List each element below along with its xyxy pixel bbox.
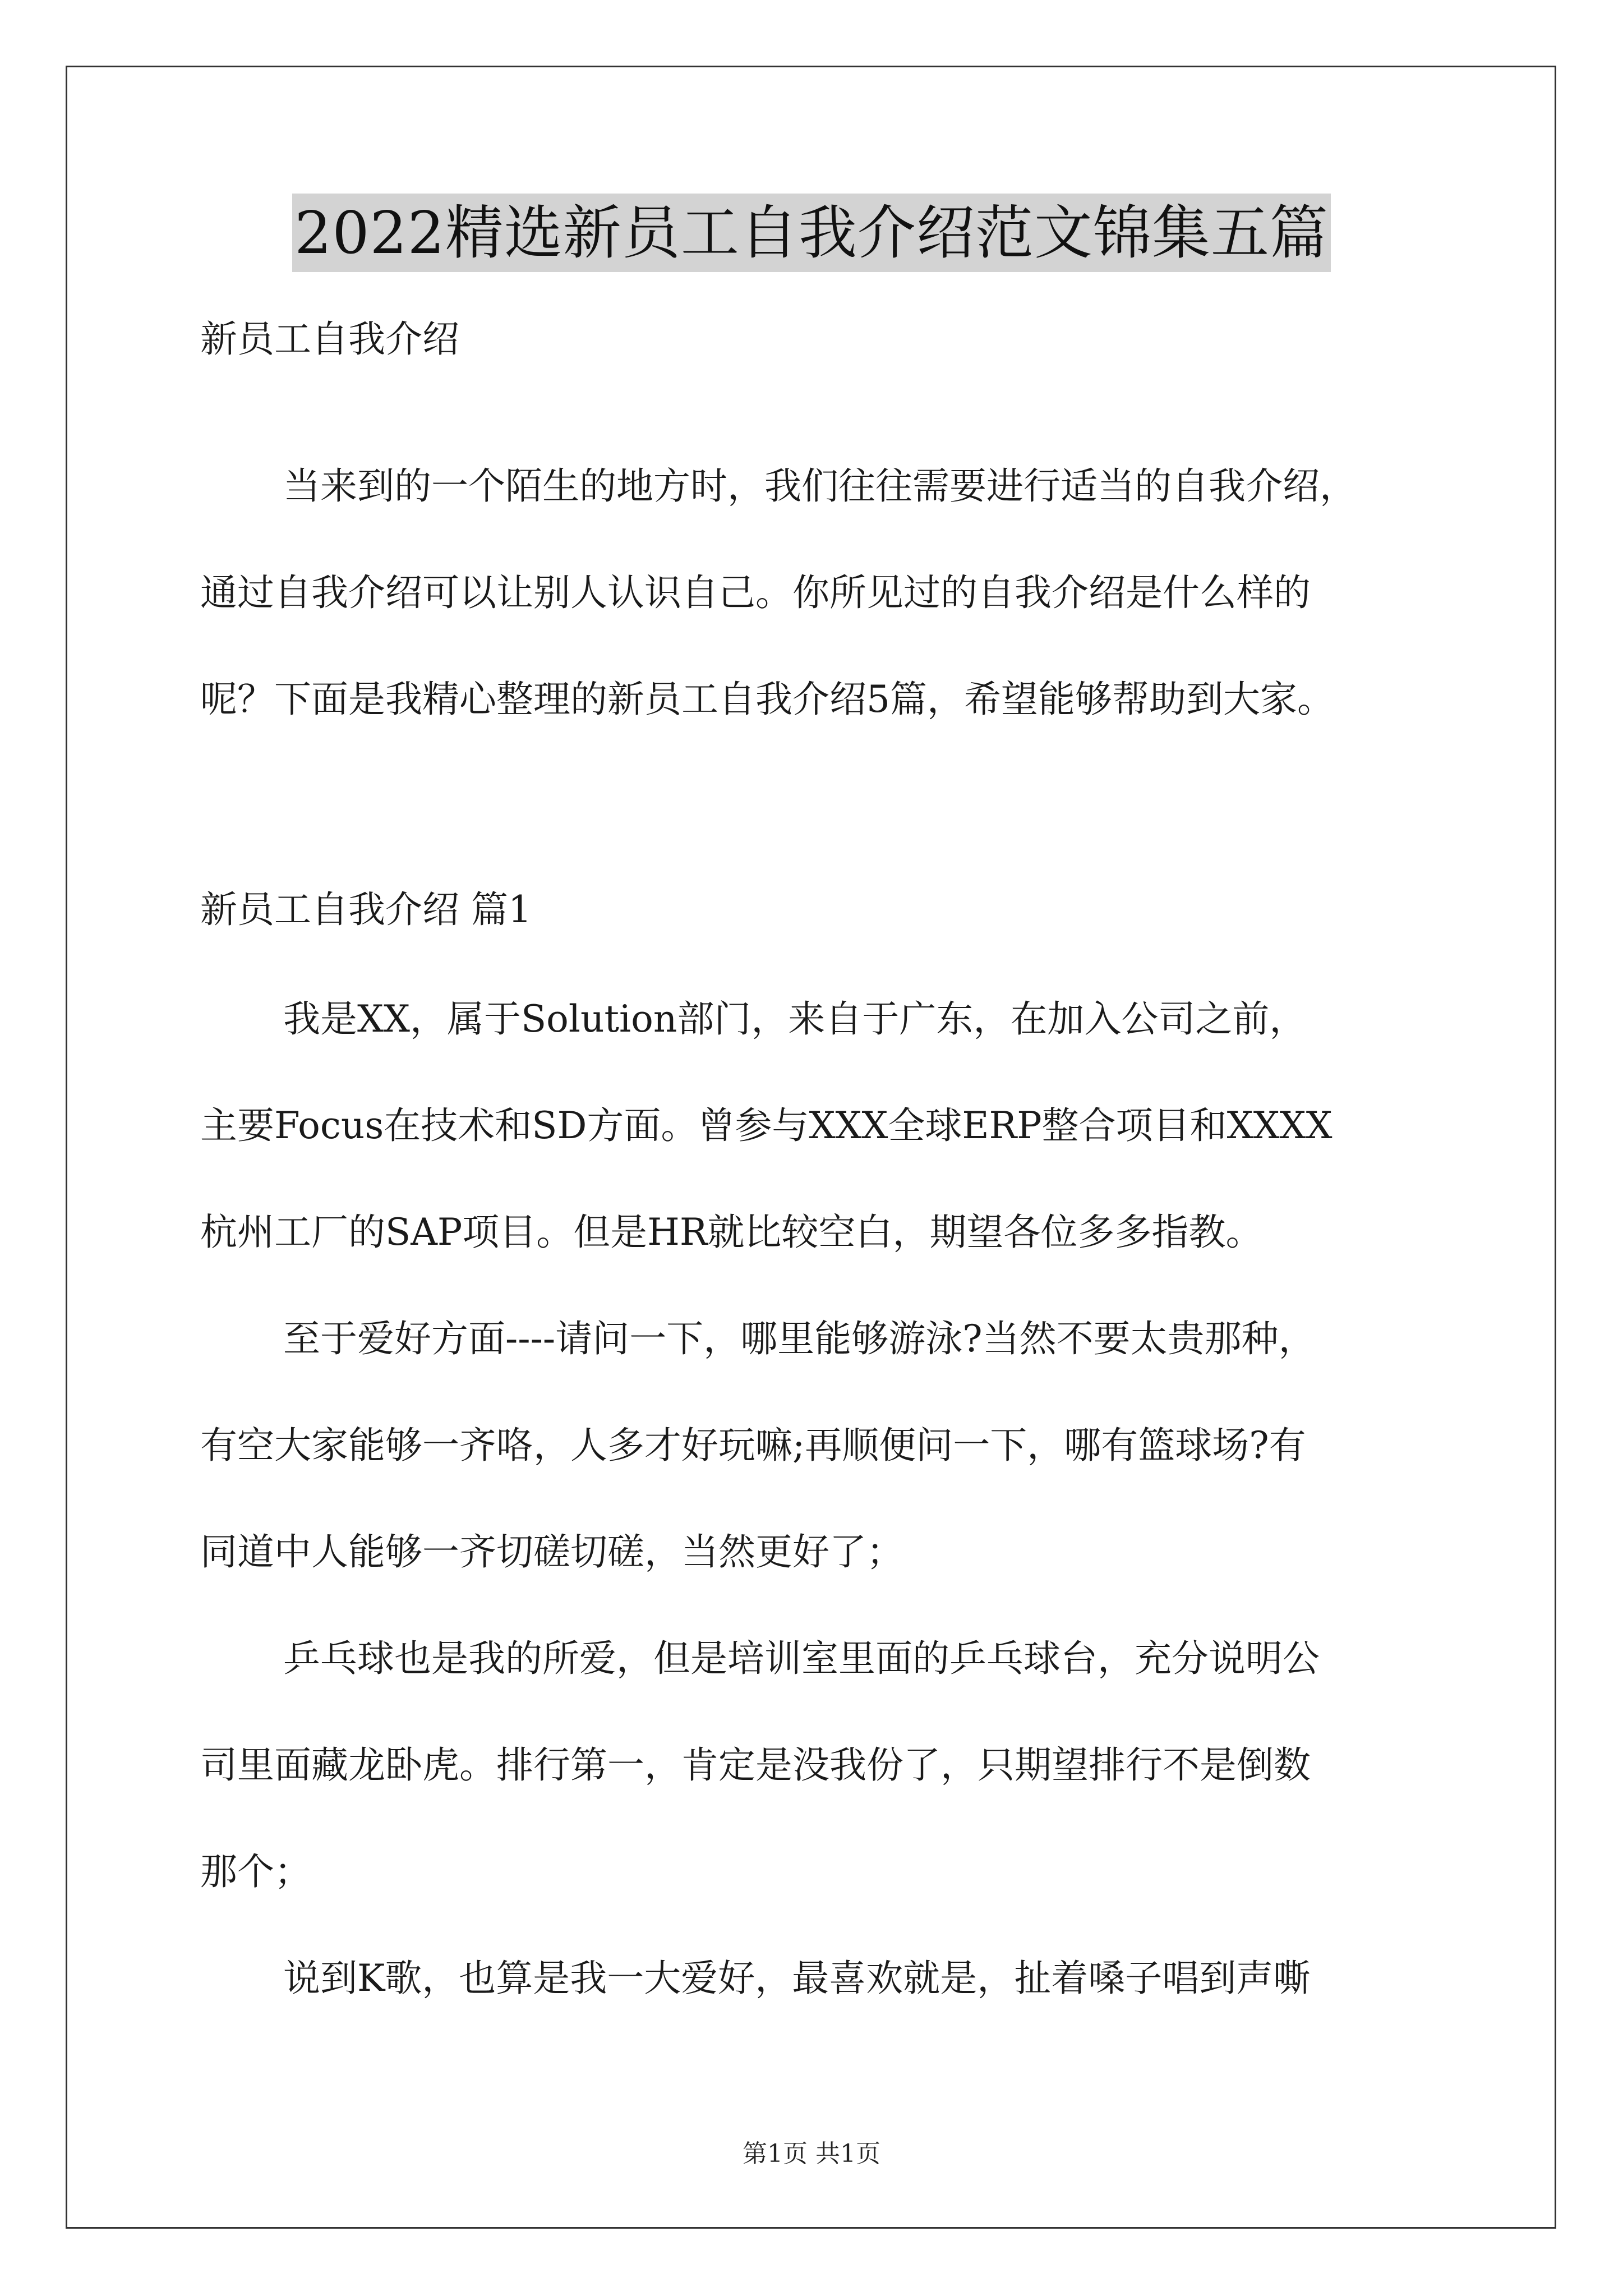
part1-para3-line2: 司里面藏龙卧虎。排行第一，肯定是没我份了，只期望排行不是倒数 — [200, 1743, 1311, 1787]
part1-para1-line3: 杭州工厂的SAP项目。但是HR就比较空白，期望各位多多指教。 — [200, 1211, 1263, 1254]
intro-line-2: 通过自我介绍可以让别人认识自己。你所见过的自我介绍是什么样的 — [200, 571, 1311, 614]
part1-para1-line1: 我是XX，属于Solution部门，来自于广东，在加入公司之前， — [283, 997, 1307, 1041]
intro-line-1: 当来到的一个陌生的地方时，我们往往需要进行适当的自我介绍， — [283, 464, 1357, 508]
title-container — [0, 194, 1623, 272]
page-number-footer: 第1页 共1页 — [743, 2139, 880, 2168]
part1-heading: 新员工自我介绍 篇1 — [200, 888, 532, 931]
part1-para4-line1: 说到K歌，也算是我一大爱好，最喜欢就是，扯着嗓子唱到声嘶 — [283, 1957, 1311, 2000]
part1-para2-line2: 有空大家能够一齐咯，人多才好玩嘛;再顺便问一下，哪有篮球场?有 — [200, 1424, 1306, 1467]
intro-line-3: 呢？下面是我精心整理的新员工自我介绍5篇，希望能够帮助到大家。 — [200, 678, 1334, 721]
document-title: 2022精选新员工自我介绍范文锦集五篇 — [292, 194, 1331, 272]
part1-para3-line3: 那个； — [200, 1850, 311, 1893]
part1-para1-line2: 主要Focus在技术和SD方面。曾参与XXX全球ERP整合项目和XXXX — [200, 1104, 1332, 1147]
section-heading: 新员工自我介绍 — [200, 318, 459, 361]
part1-para3-line1: 乒乓球也是我的所爱，但是培训室里面的乒乓球台，充分说明公 — [283, 1637, 1320, 1680]
part1-para2-line1: 至于爱好方面----请问一下，哪里能够游泳?当然不要太贵那种， — [283, 1317, 1316, 1360]
part1-para2-line3: 同道中人能够一齐切磋切磋，当然更好了； — [200, 1530, 903, 1573]
